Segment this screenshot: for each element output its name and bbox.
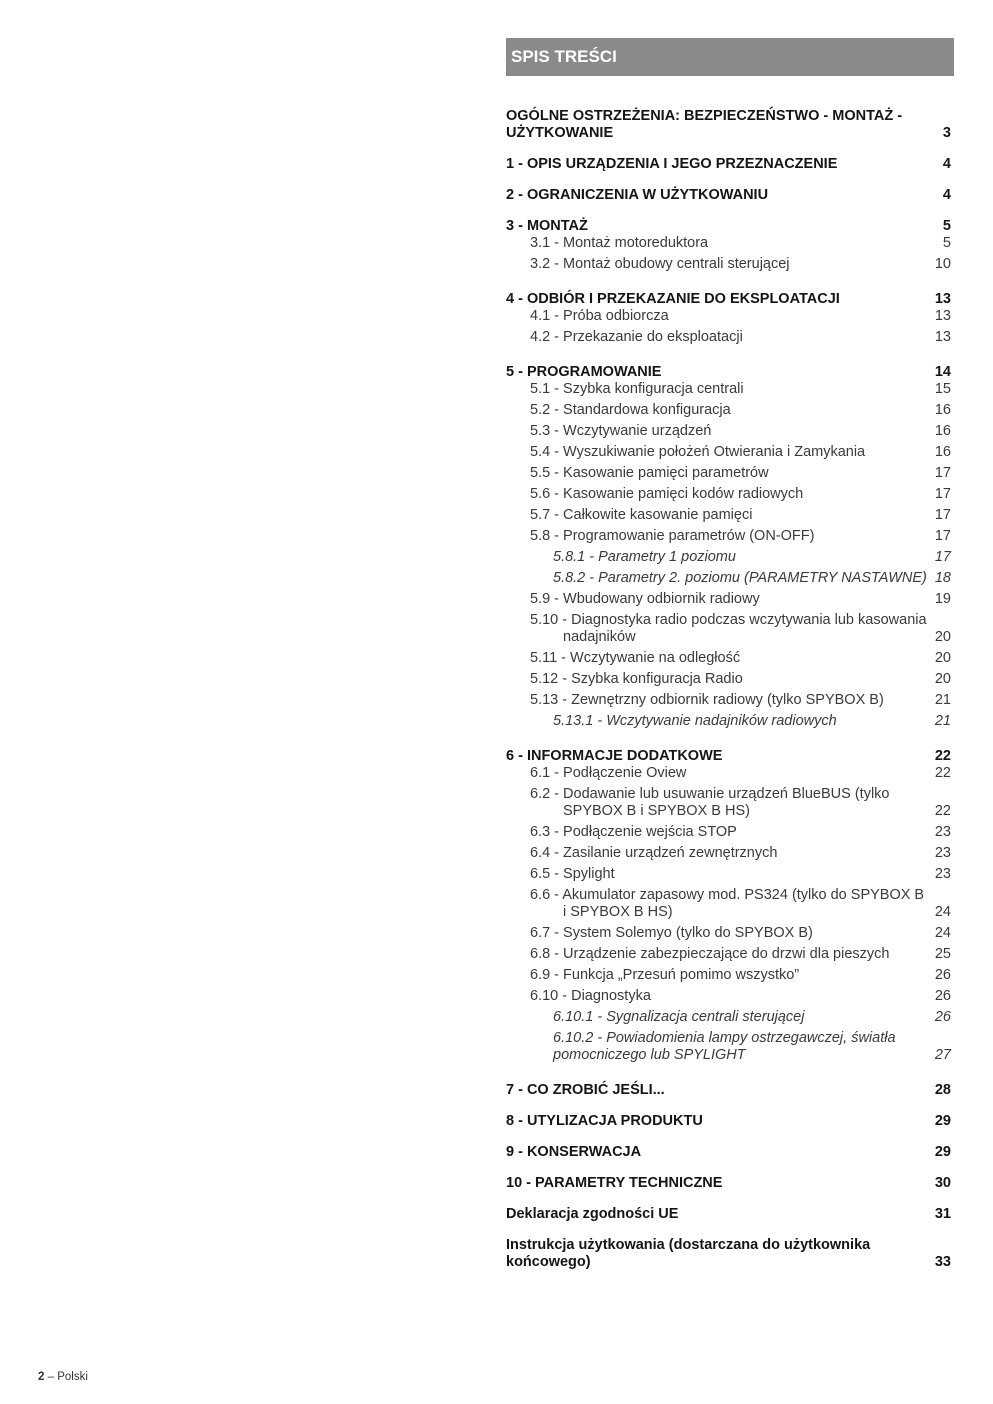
toc-chapter[interactable] — [506, 291, 951, 308]
toc-entry-title: 10 - PARAMETRY TECHNICZNE — [506, 1175, 723, 1191]
toc-entry-title: OGÓLNE OSTRZEŻENIA: BEZPIECZEŃSTWO - MONTAŻ - UŻYTKOWANIE — [506, 108, 903, 141]
toc-subsection[interactable] — [506, 713, 951, 730]
toc-entry-page: 13 — [934, 308, 951, 324]
toc-entry-title: 5.8.1 - Parametry 1 poziomu — [553, 549, 736, 565]
toc-entry-page: 18 — [934, 570, 951, 586]
toc-section[interactable] — [506, 235, 951, 252]
toc-entry-page: 17 — [934, 507, 951, 523]
toc-entry-title: 3.2 - Montaż obudowy centrali sterującej — [530, 256, 790, 272]
toc-entry-title: 9 - KONSERWACJA — [506, 1144, 642, 1160]
toc-entry-title: 5 - PROGRAMOWANIE — [506, 364, 662, 380]
toc-entry-title: 7 - CO ZROBIĆ JEŚLI... — [506, 1082, 665, 1098]
toc-entry-title: 5.6 - Kasowanie pamięci kodów radiowych — [530, 486, 804, 502]
toc-heading: SPIS TREŚCI — [506, 38, 954, 76]
toc-section[interactable] — [506, 402, 951, 419]
toc-entry-page: 24 — [934, 904, 951, 920]
toc-entry-page: 10 — [934, 256, 951, 272]
toc-entry-title: 5.13 - Zewnętrzny odbiornik radiowy (tylko SPYBOX B) — [530, 692, 884, 708]
toc-entry-page: 23 — [934, 845, 951, 861]
toc-entry-title: 5.8.2 - Parametry 2. poziomu (PARAMETRY NASTAWNE) — [553, 570, 927, 586]
toc-chapter[interactable] — [506, 1082, 951, 1099]
toc-entry-page: 21 — [934, 692, 951, 708]
toc-entry-page: 24 — [934, 925, 951, 941]
toc-chapter[interactable] — [506, 1237, 951, 1271]
toc-section[interactable] — [506, 507, 951, 524]
toc-entry-title: 6.10.2 - Powiadomienia lampy ostrzegawczej, światła pomocniczego lub SPYLIGHT — [553, 1030, 896, 1063]
toc-entry-page: 15 — [934, 381, 951, 397]
toc-entry-title: 6.6 - Akumulator zapasowy mod. PS324 (tylko do SPYBOX B i SPYBOX B HS) — [530, 887, 925, 920]
toc-entry-page: 17 — [934, 465, 951, 481]
toc-section[interactable] — [506, 650, 951, 667]
toc-chapter[interactable] — [506, 187, 951, 204]
toc-entry-page: 17 — [934, 528, 951, 544]
toc-subsection[interactable] — [506, 1030, 951, 1064]
toc-section[interactable] — [506, 612, 951, 646]
toc-entry-page: 13 — [934, 291, 951, 307]
toc-entry-title: 6.2 - Dodawanie lub usuwanie urządzeń BlueBUS (tylko SPYBOX B i SPYBOX B HS) — [530, 786, 890, 819]
toc-section[interactable] — [506, 308, 951, 325]
toc-entry-title: 6.1 - Podłączenie Oview — [530, 765, 687, 781]
toc-chapter[interactable] — [506, 1206, 951, 1223]
toc-chapter[interactable] — [506, 1144, 951, 1161]
toc-entry-page: 16 — [934, 423, 951, 439]
toc-entry-title: 5.11 - Wczytywanie na odległość — [530, 650, 741, 666]
toc-entry-title: 6.8 - Urządzenie zabezpieczające do drzwi dla pieszych — [530, 946, 890, 962]
toc-entry-title: 3 - MONTAŻ — [506, 218, 588, 234]
toc-entry-page: 16 — [934, 402, 951, 418]
toc-section[interactable] — [506, 988, 951, 1005]
toc-entry-page: 20 — [934, 650, 951, 666]
toc-section[interactable] — [506, 765, 951, 782]
toc-section[interactable] — [506, 967, 951, 984]
toc-entry-page: 4 — [942, 156, 951, 172]
toc-chapter[interactable] — [506, 748, 951, 765]
toc-entry-title: 6.9 - Funkcja „Przesuń pomimo wszystko” — [530, 967, 800, 983]
toc-section[interactable] — [506, 866, 951, 883]
toc-entry-page: 29 — [934, 1113, 951, 1129]
toc-entry-page: 5 — [942, 235, 951, 251]
toc-chapter[interactable] — [506, 108, 951, 142]
toc-entry-page: 17 — [934, 486, 951, 502]
toc-section[interactable] — [506, 925, 951, 942]
toc-entry-page: 17 — [934, 549, 951, 565]
toc-entry-title: 6.5 - Spylight — [530, 866, 615, 882]
toc-section[interactable] — [506, 486, 951, 503]
toc-entry-page: 25 — [934, 946, 951, 962]
toc-section[interactable] — [506, 329, 951, 346]
page-footer — [38, 1371, 88, 1383]
toc-entry-title: 5.4 - Wyszukiwanie położeń Otwierania i Zamykania — [530, 444, 866, 460]
toc-entry-page: 20 — [934, 671, 951, 687]
toc-entry-title: 5.3 - Wczytywanie urządzeń — [530, 423, 712, 439]
table-of-contents — [506, 108, 951, 1271]
toc-entry-page: 14 — [934, 364, 951, 380]
toc-section[interactable] — [506, 946, 951, 963]
toc-entry-title: 6.10 - Diagnostyka — [530, 988, 651, 1004]
toc-entry-title: 5.8 - Programowanie parametrów (ON-OFF) — [530, 528, 815, 544]
toc-section[interactable] — [506, 591, 951, 608]
toc-entry-title: 5.1 - Szybka konfiguracja centrali — [530, 381, 744, 397]
toc-entry-page: 22 — [934, 803, 951, 819]
toc-entry-title: 6.4 - Zasilanie urządzeń zewnętrznych — [530, 845, 778, 861]
toc-entry-page: 20 — [934, 629, 951, 645]
toc-section[interactable] — [506, 845, 951, 862]
toc-section[interactable] — [506, 671, 951, 688]
toc-entry-title: 2 - OGRANICZENIA W UŻYTKOWANIU — [506, 187, 769, 203]
toc-subsection[interactable] — [506, 570, 951, 587]
toc-entry-title: 6 - INFORMACJE DODATKOWE — [506, 748, 723, 764]
toc-entry-page: 5 — [942, 218, 951, 234]
toc-entry-title: 5.9 - Wbudowany odbiornik radiowy — [530, 591, 760, 607]
toc-entry-title: 6.10.1 - Sygnalizacja centrali sterującej — [553, 1009, 805, 1025]
toc-entry-page: 29 — [934, 1144, 951, 1160]
toc-entry-page: 22 — [934, 748, 951, 764]
footer-separator: – — [44, 1371, 58, 1383]
toc-entry-title: 5.2 - Standardowa konfiguracja — [530, 402, 731, 418]
toc-entry-page: 19 — [934, 591, 951, 607]
toc-entry-title: 4.1 - Próba odbiorcza — [530, 308, 669, 324]
toc-entry-page: 28 — [934, 1082, 951, 1098]
page-number: 2 — [38, 1371, 45, 1383]
toc-entry-page: 13 — [934, 329, 951, 345]
toc-section[interactable] — [506, 465, 951, 482]
toc-entry-title: 5.7 - Całkowite kasowanie pamięci — [530, 507, 753, 523]
toc-entry-page: 27 — [934, 1047, 951, 1063]
toc-section[interactable] — [506, 528, 951, 545]
toc-section[interactable] — [506, 887, 951, 921]
toc-entry-title: 4.2 - Przekazanie do eksploatacji — [530, 329, 743, 345]
toc-entry-page: 26 — [934, 988, 951, 1004]
toc-chapter[interactable] — [506, 364, 951, 381]
toc-entry-page: 22 — [934, 765, 951, 781]
toc-entry-page: 26 — [934, 967, 951, 983]
toc-entry-page: 33 — [934, 1254, 951, 1270]
toc-chapter[interactable] — [506, 1175, 951, 1192]
toc-subsection[interactable] — [506, 549, 951, 566]
toc-section[interactable] — [506, 444, 951, 461]
toc-chapter[interactable] — [506, 156, 951, 173]
toc-section[interactable] — [506, 692, 951, 709]
toc-entry-page: 3 — [942, 125, 951, 141]
toc-section[interactable] — [506, 786, 951, 820]
toc-entry-title: Instrukcja użytkowania (dostarczana do użytkownika końcowego) — [506, 1237, 871, 1270]
toc-entry-title: 5.13.1 - Wczytywanie nadajników radiowych — [553, 713, 837, 729]
toc-entry-page: 21 — [934, 713, 951, 729]
toc-section[interactable] — [506, 824, 951, 841]
toc-entry-page: 23 — [934, 824, 951, 840]
toc-entry-page: 31 — [934, 1206, 951, 1222]
toc-entry-title: 6.3 - Podłączenie wejścia STOP — [530, 824, 737, 840]
toc-section[interactable] — [506, 423, 951, 440]
toc-entry-title: 1 - OPIS URZĄDZENIA I JEGO PRZEZNACZENIE — [506, 156, 838, 172]
toc-entry-title: 4 - ODBIÓR I PRZEKAZANIE DO EKSPLOATACJI — [506, 291, 840, 307]
toc-entry-page: 23 — [934, 866, 951, 882]
toc-entry-title: Deklaracja zgodności UE — [506, 1206, 679, 1222]
toc-entry-page: 30 — [934, 1175, 951, 1191]
toc-entry-page: 16 — [934, 444, 951, 460]
toc-section[interactable] — [506, 256, 951, 273]
toc-entry-title: 5.12 - Szybka konfiguracja Radio — [530, 671, 743, 687]
toc-chapter[interactable] — [506, 1113, 951, 1130]
toc-entry-title: 6.7 - System Solemyo (tylko do SPYBOX B) — [530, 925, 813, 941]
toc-chapter[interactable] — [506, 218, 951, 235]
toc-subsection[interactable] — [506, 1009, 951, 1026]
toc-entry-title: 8 - UTYLIZACJA PRODUKTU — [506, 1113, 703, 1129]
toc-section[interactable] — [506, 381, 951, 398]
toc-entry-title: 5.10 - Diagnostyka radio podczas wczytywania lub kasowania nadajników — [530, 612, 927, 645]
toc-entry-page: 26 — [934, 1009, 951, 1025]
toc-entry-title: 5.5 - Kasowanie pamięci parametrów — [530, 465, 769, 481]
toc-entry-title: 3.1 - Montaż motoreduktora — [530, 235, 709, 251]
toc-entry-page: 4 — [942, 187, 951, 203]
footer-language: Polski — [57, 1371, 88, 1383]
